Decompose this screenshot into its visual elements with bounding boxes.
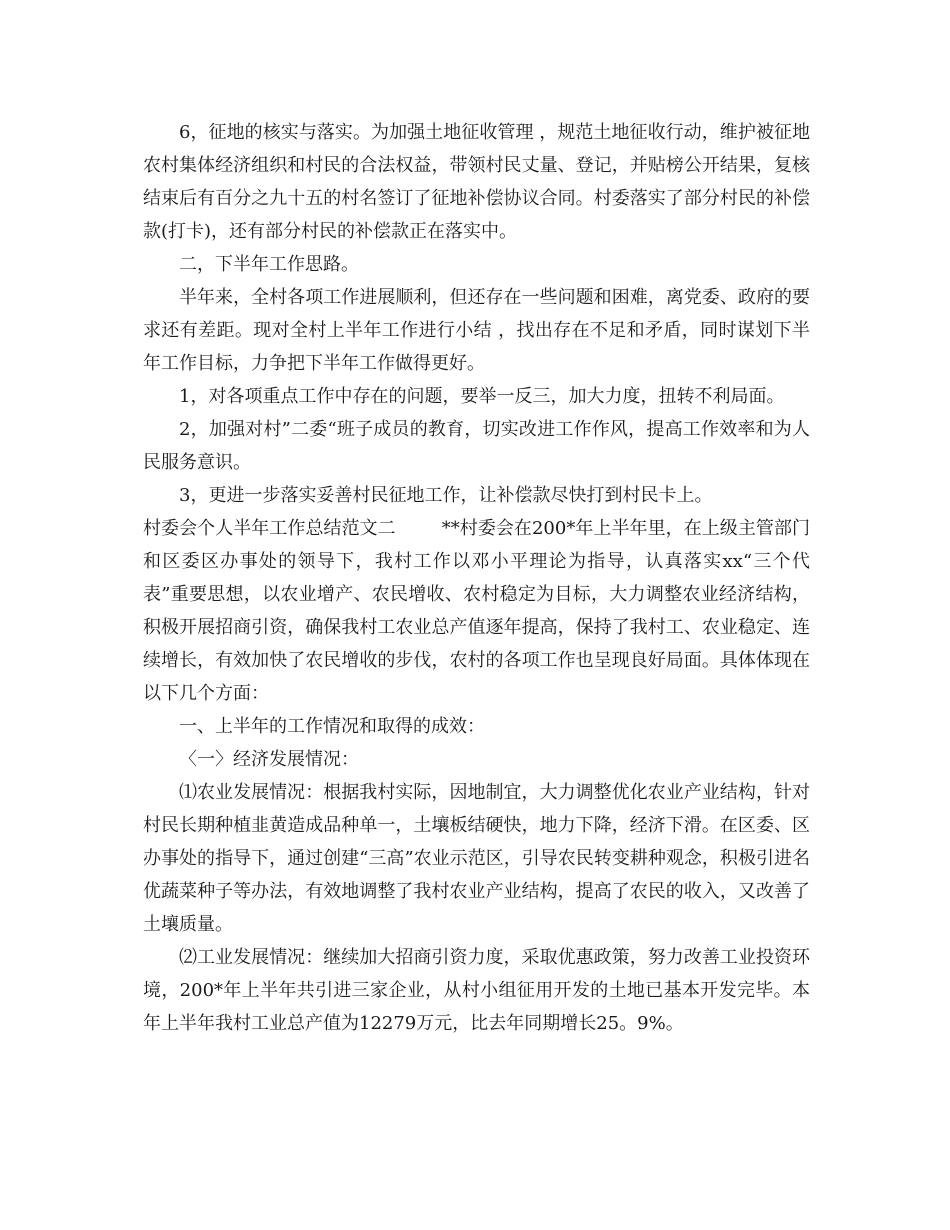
document-body [143,116,810,1040]
paragraph-item-3: 3，更进一步落实妥善村民征地工作，让补偿款尽快打到村民卡上。 [179,485,713,506]
paragraph-item-2: 2，加强对村”二委“班子成员的教育，切实改进工作作风，提高工作效率和为人民服务意识。 [143,419,810,473]
paragraph-industry: ⑵工业发展情况：继续加大招商引资力度，采取优惠政策，努力改善工业投资环境，200*年上半年共引进三家企业，从村小组征用开发的土地已基本开发完毕。本年上半年我村工业总产值为12279万元，比去年同期增长25。9%。 [143,947,810,1034]
paragraph-agriculture: ⑴农业发展情况：根据我村实际，因地制宜，大力调整优化农业产业结构，针对村民长期种植韭黄造成品种单一，土壤板结硬快，地力下降，经济下滑。在区委、区办事处的指导下，通过创建“三高”农业示范区，引导农民转变耕种观念，积极引进名优蔬菜种子等办法，有效地调整了我村农业产业结构，提高了农民的收入，又改善了土壤质量。 [143,782,810,935]
section-intro: **村委会在200*年上半年里，在上级主管部门和区委区办事处的领导下，我村工作以邓小平理论为指导，认真落实xx“三个代表”重要思想，以农业增产、农民增收、农村稳定为目标，大力调整农业经济结构，积极开展招商引资，确保我村工农业总产值逐年提高，保持了我村工、农业稳定、连续增长，有效加快了农民增收的步伐，农村的各项工作也呈现良好局面。具体体现在以下几个方面： [143,518,810,704]
paragraph-land-verification: 6，征地的核实与落实。为加强土地征收管理 ，规范土地征收行动，维护被征地农村集体经济组织和村民的合法权益，带领村民丈量、登记，并贴榜公开结果，复核结束后有百分之九十五的村名签订了征地补偿协议合同。村委落实了部分村民的补偿款(打卡)，还有部分村民的补偿款正在落实中。 [143,122,810,242]
section-title: 村委会个人半年工作总结范文二 [143,518,396,539]
paragraph-section-two [143,512,810,710]
paragraph-item-1: 1，对各项重点工作中存在的问题，要举一反三，加大力度，扭转不利局面。 [179,386,785,407]
paragraph-economy-heading: 〈一〉经济发展情况： [179,749,359,770]
paragraph-half-year-summary: 半年来，全村各项工作进展顺利，但还存在一些问题和困难，离党委、政府的要求还有差距。现对全村上半年工作进行小结 ，找出存在不足和矛盾，同时谋划下半年工作目标，力争把下半年工作做得更好。 [143,287,810,374]
paragraph-second-half-heading: 二，下半年工作思路。 [179,254,359,275]
paragraph-first-half-heading: 一、上半年的工作情况和取得的成效： [179,716,485,737]
